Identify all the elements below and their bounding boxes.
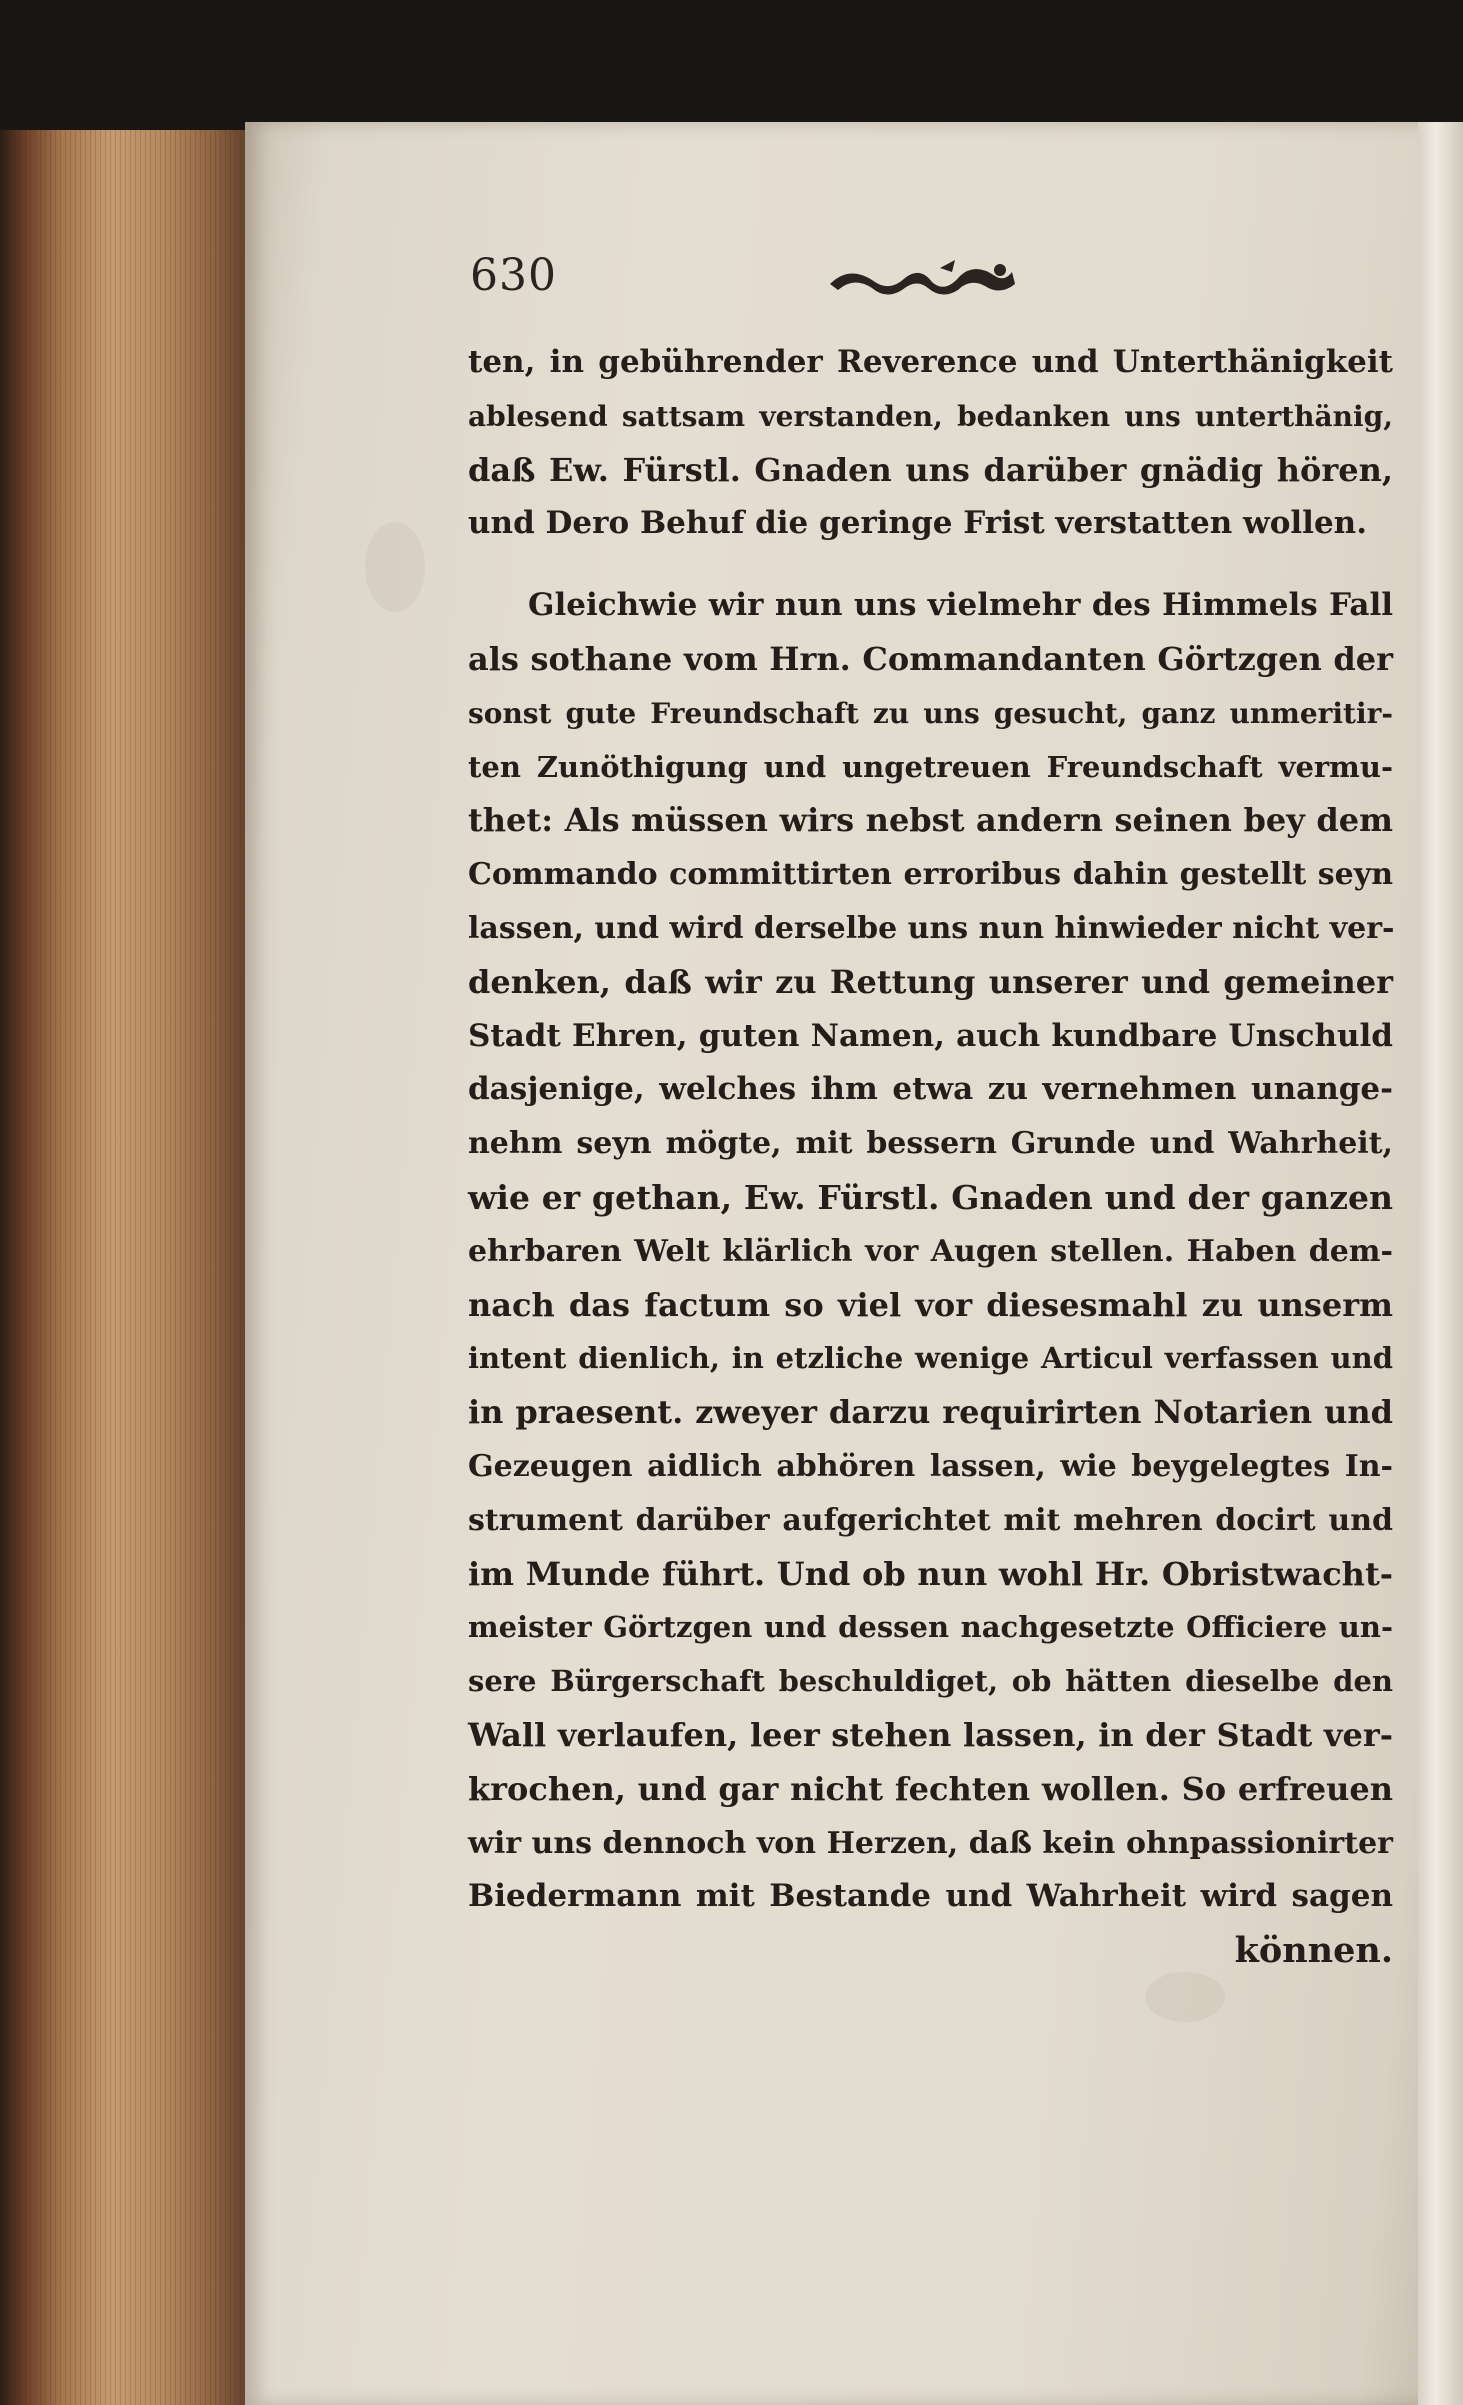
page-number: 630 [470,250,557,301]
text-line: können. [1234,1930,1393,1972]
text-line: Gezeugen aidlich abhören lassen, wie beygelegtes In- [468,1448,1393,1484]
text-line: nehm seyn mögte, mit bessern Grunde und Wahrheit, [468,1126,1393,1162]
text-line: in praesent. zweyer darzu requirirten Notarien und [468,1393,1393,1432]
text-line: ten Zunöthigung und ungetreuen Freundschaft vermu- [468,749,1393,784]
text-line: Biedermann mit Bestande und Wahrheit wird sagen [468,1878,1393,1915]
paragraph-1 [468,336,1393,551]
text-line: meister Görtzgen und dessen nachgesetzte Officiere un- [468,1610,1393,1645]
text-line: strument darüber aufgerichtet mit mehren docirt und [468,1502,1393,1538]
text-line: Stadt Ehren, guten Namen, auch kundbare Unschuld [468,1017,1393,1054]
body-text [468,336,1393,1978]
text-line: dasjenige, welches ihm etwa zu vernehmen unange- [468,1071,1393,1108]
text-line: intent dienlich, in etzliche wenige Articul verfassen und [468,1341,1393,1376]
text-line: thet: Als müssen wirs nebst andern seinen bey dem [468,801,1393,840]
text-line: sere Bürgerschaft beschuldiget, ob hätten dieselbe den [468,1664,1393,1699]
next-page-edge [1418,122,1463,2405]
printers-ornament-icon [820,254,1020,304]
paragraph-2 [468,579,1393,1978]
text-line: Gleichwie wir nun uns vielmehr des Himmels Fall [528,587,1393,624]
text-line: nach das factum so viel vor diesesmahl zu unserm [468,1285,1393,1324]
background-top [0,0,1463,130]
paper-stain [1145,1972,1225,2022]
text-line: lassen, und wird derselbe uns nun hinwieder nicht ver- [468,910,1395,946]
page-header [470,250,1030,320]
text-line: Commando committirten erroribus dahin gestellt seyn [468,857,1393,893]
paper-stain [365,522,425,612]
text-line: Wall verlaufen, leer stehen lassen, in der Stadt ver- [468,1715,1393,1754]
text-line: ehrbaren Welt klärlich vor Augen stellen. Haben dem- [468,1233,1393,1269]
text-line: wir uns dennoch von Herzen, daß kein ohnpassionirter [468,1825,1393,1861]
text-line: und Dero Behuf die geringe Frist verstatten wollen. [468,505,1368,542]
text-line: daß Ew. Fürstl. Gnaden uns darüber gnädig hören, [468,450,1393,489]
text-line: ablesend sattsam verstanden, bedanken uns unterthänig, [468,399,1393,433]
text-line: denken, daß wir zu Rettung unserer und gemeiner [468,962,1393,1001]
text-line: im Munde führt. Und ob nun wohl Hr. Obristwacht- [468,1554,1393,1593]
book-page-edges [0,130,250,2405]
text-line: wie er gethan, Ew. Fürstl. Gnaden und der ganzen [468,1177,1393,1217]
text-line: sonst gute Freundschaft zu uns gesucht, ganz unmeritir- [468,696,1393,730]
text-line: ten, in gebührender Reverence und Unterthänigkeit [468,344,1393,380]
text-line: krochen, und gar nicht fechten wollen. So erfreuen [468,1769,1393,1808]
text-line: als sothane vom Hrn. Commandanten Görtzgen der [468,639,1393,678]
